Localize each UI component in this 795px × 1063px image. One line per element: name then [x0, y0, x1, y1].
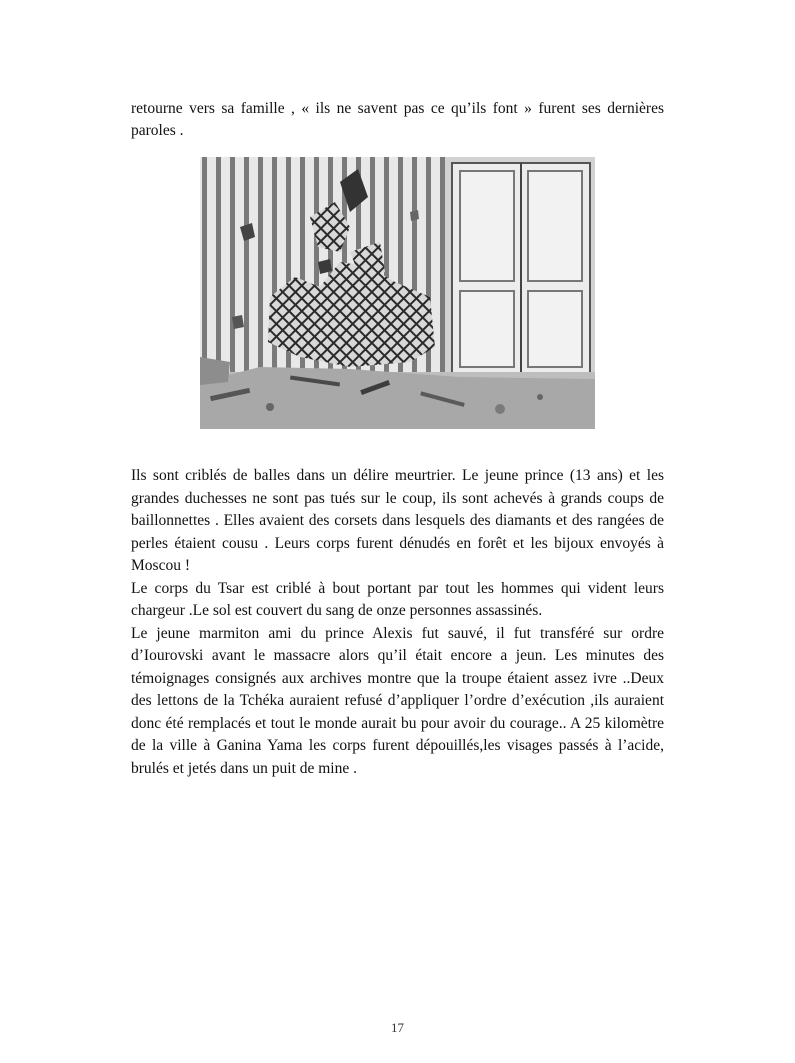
paragraph: Le corps du Tsar est criblé à bout portant par tout les hommes qui vident leurs chargeur .Le sol est couvert du sang de onze personnes assassinés.	[131, 579, 664, 619]
historical-photo	[200, 157, 595, 429]
paragraph: Le jeune marmiton ami du prince Alexis fut sauvé, il fut transféré sur ordre d’Iourovski avant le massacre alors qu’il était encore a jeun. Les minutes des témoignages consignés aux archives montre que la troupe étaient assez ivre ..Deux des lettons de la Tchéka auraient refusé d’appliquer l’ordre d’exécution ,ils auraient donc été remplacés et tout le monde aurait bu pour avoir du courage.. A 25 kilomètre de la ville à Ganina Yama les corps furent dépouillés,les visages passés à l’acide, brulés et jetés dans un puit de mine .	[131, 624, 664, 777]
body-text	[131, 465, 664, 780]
intro-paragraph: retourne vers sa famille , « ils ne savent pas ce qu’ils font » furent ses dernières paroles .	[131, 100, 664, 139]
page-number: 17	[391, 1020, 404, 1035]
paragraph: Ils sont criblés de balles dans un délire meurtrier. Le jeune prince (13 ans) et les grandes duchesses ne sont pas tués sur le coup, ils sont achevés à grands coups de baillonnettes . Elles avaient des corsets dans lesquels des diamants et des rangées de perles étaient cousu . Leurs corps furent dénudés en forêt et les bijoux envoyés à Moscou !	[131, 467, 664, 574]
